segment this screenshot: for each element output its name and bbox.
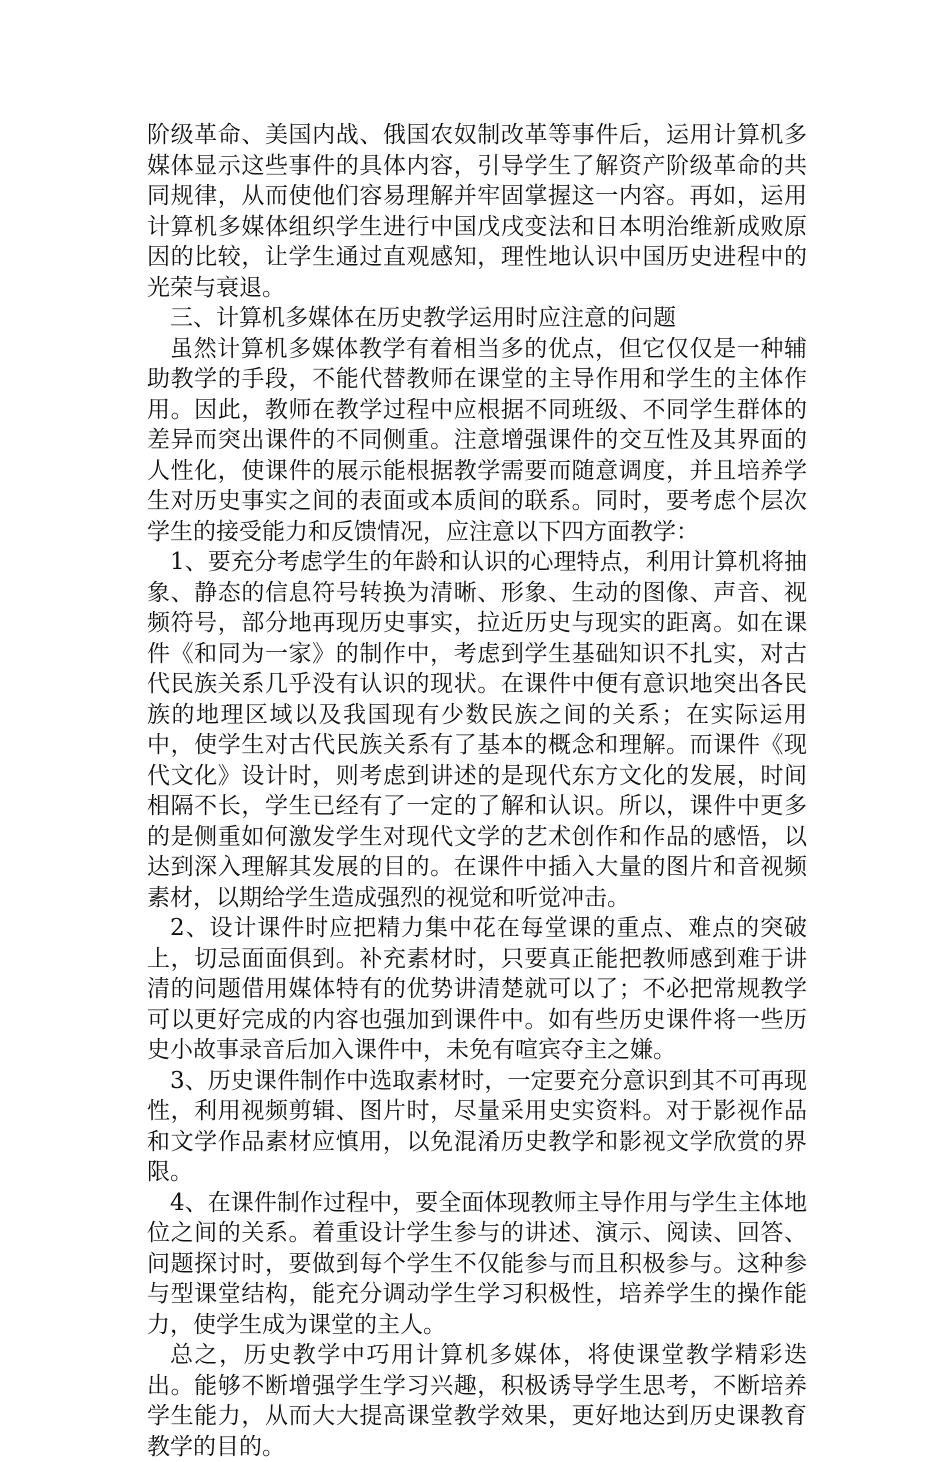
paragraph-point-3: 3、历史课件制作中选取素材时，一定要充分意识到其不可再现性，利用视频剪辑、图片时，尽量采用史实资料。对于影视作品和文学作品素材应慎用，以免混淆历史教学和影视文学欣赏的界限。 (147, 1067, 807, 1185)
paragraph-point-1: 1、要充分考虑学生的年龄和认识的心理特点，利用计算机将抽象、静态的信息符号转换为清晰、形象、生动的图像、声音、视频符号，部分地再现历史事实，拉近历史与现实的距离。如在课件《和同为一家》的制作中，考虑到学生基础知识不扎实，对古代民族关系几乎没有认识的现状。在课件中便有意识地突出各民族的地理区域以及我国现有少数民族之间的关系；在实际运用中，使学生对古代民族关系有了基本的概念和理解。而课件《现代文化》设计时，则考虑到讲述的是现代东方文化的发展，时间相隔不长，学生已经有了一定的了解和认识。所以，课件中更多的是侧重如何激发学生对现代文学的艺术创作和作品的感悟，以达到深入理解其发展的目的。在课件中插入大量的图片和音视频素材，以期给学生造成强烈的视觉和听觉冲击。 (147, 549, 807, 911)
paragraph-point-4: 4、在课件制作过程中，要全面体现教师主导作用与学生主体地位之间的关系。着重设计学生参与的讲述、演示、阅读、回答、问题探讨时，要做到每个学生不仅能参与而且积极参与。这种参与型课堂结构，能充分调动学生学习积极性，培养学生的操作能力，使学生成为课堂的主人。 (147, 1189, 807, 1338)
document-body (147, 120, 807, 1462)
paragraph-continuation: 阶级革命、美国内战、俄国农奴制改革等事件后，运用计算机多媒体显示这些事件的具体内容，引导学生了解资产阶级革命的共同规律，从而使他们容易理解并牢固掌握这一内容。再如，运用计算机多媒体组织学生进行中国戊戌变法和日本明治维新成败原因的比较，让学生通过直观感知，理性地认识中国历史进程中的光荣与衰退。 (147, 122, 807, 301)
paragraph-intro: 虽然计算机多媒体教学有着相当多的优点，但它仅仅是一种辅助教学的手段，不能代替教师在课堂的主导作用和学生的主体作用。因此，教师在教学过程中应根据不同班级、不同学生群体的差异而突出课件的不同侧重。注意增强课件的交互性及其界面的人性化，使课件的展示能根据教学需要而随意调度，并且培养学生对历史事实之间的表面或本质间的联系。同时，要考虑个层次学生的接受能力和反馈情况，应注意以下四方面教学： (147, 335, 807, 545)
section-heading: 三、计算机多媒体在历史教学运用时应注意的问题 (170, 305, 676, 331)
paragraph-conclusion: 总之，历史教学中巧用计算机多媒体，将使课堂教学精彩迭出。能够不断增强学生学习兴趣，积极诱导学生思考，不断培养学生能力，从而大大提高课堂教学效果，更好地达到历史课教育教学的目的。 (147, 1342, 807, 1460)
paragraph-point-2: 2、设计课件时应把精力集中花在每堂课的重点、难点的突破上，切忌面面俱到。补充素材时，只要真正能把教师感到难于讲清的问题借用媒体特有的优势讲清楚就可以了；不必把常规教学可以更好完成的内容也强加到课件中。如有些历史课件将一些历史小故事录音后加入课件中，未免有喧宾夺主之嫌。 (147, 915, 807, 1063)
